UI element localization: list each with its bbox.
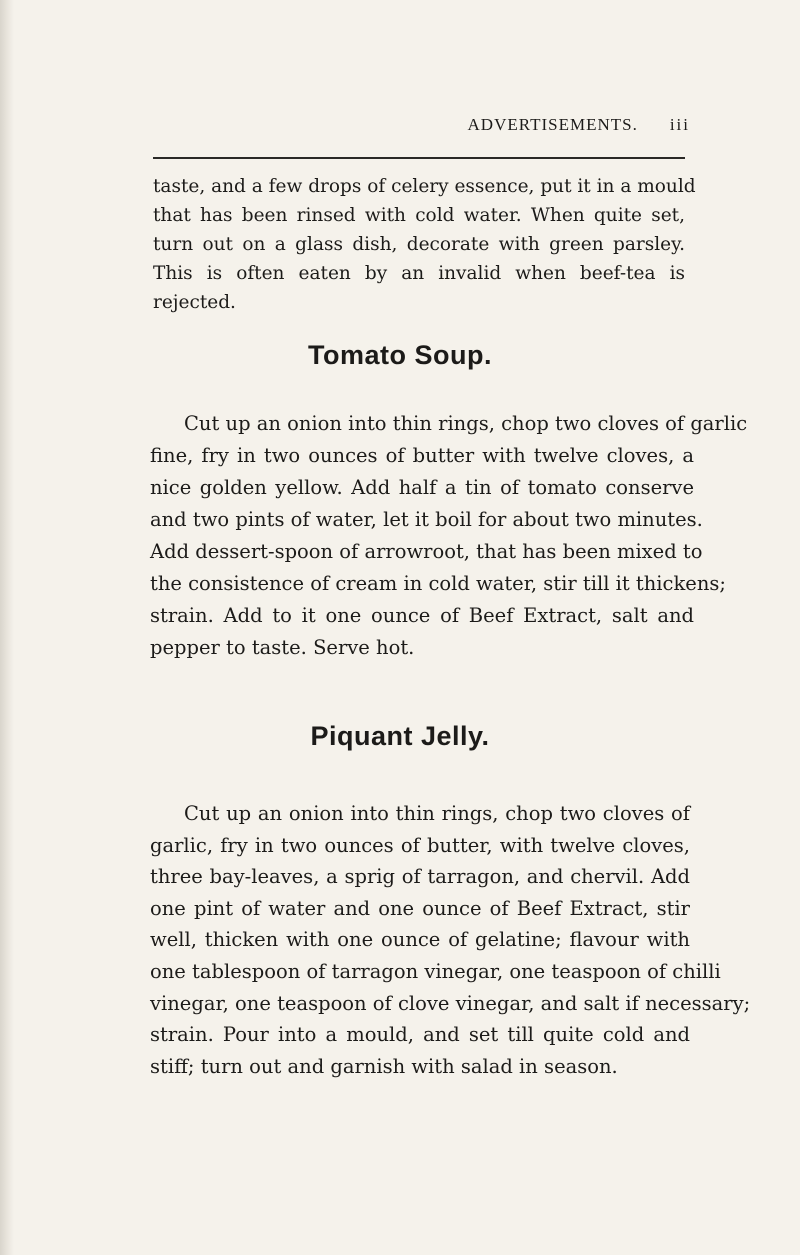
paragraph-line: strain. Pour into a mould, and set till quite cold and [150, 1023, 690, 1047]
page-number: iii [669, 115, 690, 134]
paragraph-line: fine, fry in two ounces of butter with twelve cloves, a [150, 444, 694, 467]
paragraph-line: one pint of water and one ounce of Beef Extract, stir [150, 896, 690, 920]
tomato-soup-recipe [150, 408, 748, 664]
paragraph-line: nice golden yellow. Add half a tin of tomato conserve [150, 476, 694, 499]
piquant-jelly-heading: Piquant Jelly. [310, 721, 490, 751]
paragraph-line: three bay-leaves, a sprig of tarragon, and chervil. Add [150, 865, 690, 889]
paragraph-line: Cut up an onion into thin rings, chop two cloves of [184, 802, 690, 825]
paragraph-line: vinegar, one teaspoon of clove vinegar, and salt if necessary; [150, 991, 751, 1015]
piquant-jelly-recipe [150, 798, 751, 1082]
paragraph-line: taste, and a few drops of celery essence, put it in a mould [153, 176, 696, 197]
paragraph-line: garlic, fry in two ounces of butter, with twelve cloves, [150, 833, 690, 857]
header-rule [153, 157, 685, 159]
intro-paragraph [153, 172, 696, 317]
running-head-title: ADVERTISEMENTS. [467, 115, 638, 134]
paragraph-line: the consistence of cream in cold water, stir till it thickens; [150, 572, 726, 595]
paragraph-line: that has been rinsed with cold water. When quite set, [153, 205, 685, 226]
paragraph-line: rejected. [153, 292, 236, 313]
paragraph-line: turn out on a glass dish, decorate with green parsley. [153, 234, 685, 255]
paragraph-line: and two pints of water, let it boil for about two minutes. [150, 508, 703, 531]
paragraph-line: pepper to taste. Serve hot. [150, 636, 415, 659]
page-edge-shadow [0, 0, 14, 1255]
tomato-soup-heading: Tomato Soup. [308, 340, 492, 370]
paragraph-line: strain. Add to it one ounce of Beef Extract, salt and [150, 604, 694, 627]
paragraph-line: stiff; turn out and garnish with salad in season. [150, 1054, 618, 1078]
paragraph-line: This is often eaten by an invalid when beef-tea is [153, 263, 685, 284]
paragraph-line: well, thicken with one ounce of gelatine; flavour with [150, 928, 690, 952]
paragraph-line: one tablespoon of tarragon vinegar, one teaspoon of chilli [150, 959, 721, 983]
paragraph-line: Cut up an onion into thin rings, chop two cloves of garlic [184, 412, 748, 435]
running-head [0, 115, 690, 135]
paragraph-line: Add dessert-spoon of arrowroot, that has been mixed to [150, 540, 703, 563]
